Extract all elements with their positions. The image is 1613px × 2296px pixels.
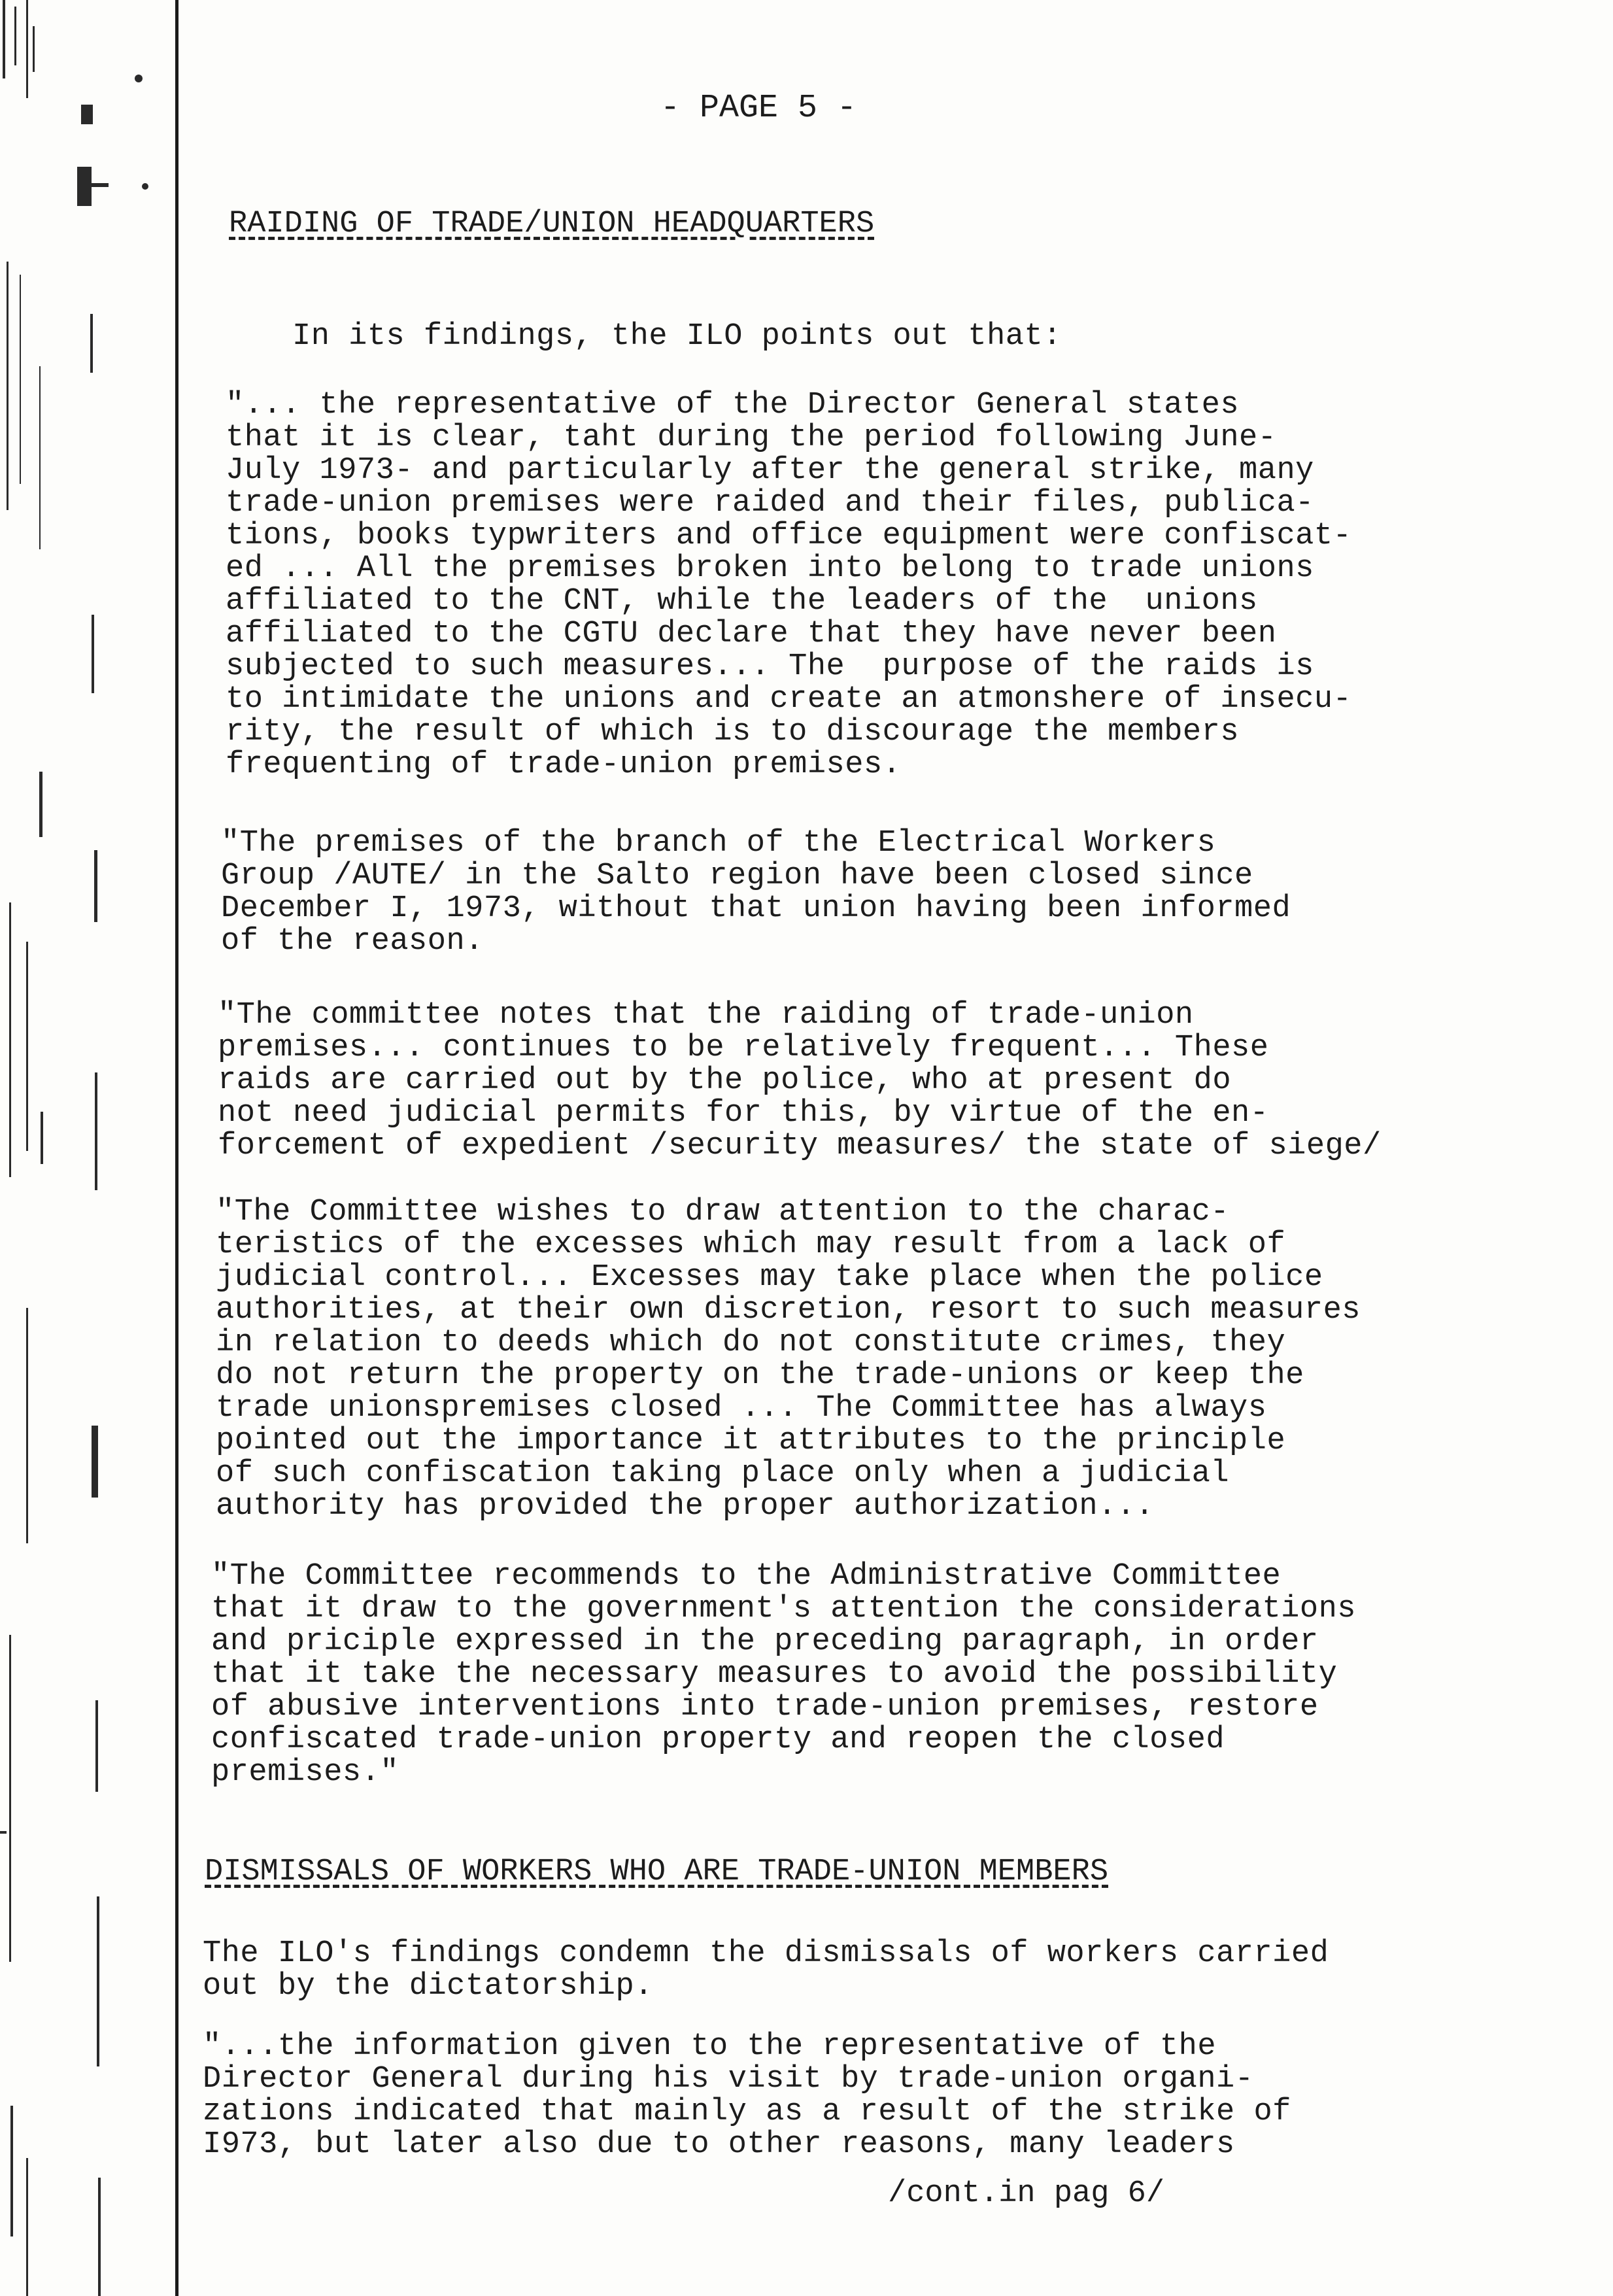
binding-rule xyxy=(175,0,178,2296)
page-number: - PAGE 5 - xyxy=(660,90,857,127)
quote-electrical-workers: "The premises of the branch of the Electrical Workers Group /AUTE/ in the Salto region have been closed since December I, 1973, without that union having been informed of the reason. xyxy=(221,826,1291,959)
quote-information-given: "...the information given to the representative of the Director General during his visit by trade-union organi- zations indicated that mainly as a result of the strike of I973, but later also due to other reasons, many leaders xyxy=(203,2029,1291,2162)
quote-committee-excesses: "The Committee wishes to draw attention to the charac- teristics of the excesses which may result from a lack of judicial control... Excesses may take place when the police authorities, at their own discretion, resort to such measures in relation to deeds which do not constitute crimes, they do not return the property on the trade-unions or keep the trade unionspremises closed ... The Committee has always pointed out the importance it attributes to the principle of such confiscation taking place only when a judicial authority has provided the proper authorization... xyxy=(216,1195,1361,1524)
continuation-note: /cont.in pag 6/ xyxy=(888,2176,1165,2211)
section-heading-raiding: RAIDING OF TRADE/UNION HEADQUARTERS xyxy=(229,207,875,241)
quote-committee-raiding: "The committee notes that the raiding of trade-union premises... continues to be relatively frequent... These raids are carried out by the police, who at present do not need judicial permits for this, by virtue of the en- forcement of expedient /security measures/ the state of siege/ xyxy=(218,998,1382,1163)
scan-margin-artifacts xyxy=(0,0,170,2296)
quote-director-general: "... the representative of the Director General states that it is clear, taht during the period following June- July 1973- and particularly after the general strike, many trade-union premises were raided and their files, publica- tions, books typwriters and office equipment were confiscat- ed ... All the premises broken into belong to trade unions affiliated to the CNT, while the leaders of the unions affiliated to the CGTU declare that they have never been subjected to such measures... The purpose of the raids is to intimidate the unions and create an atmonshere of insecu- rity, the result of which is to discourage the members frequenting of trade-union premises. xyxy=(226,388,1352,782)
dismissals-intro: The ILO's findings condemn the dismissals of workers carried out by the dictatorship. xyxy=(203,1936,1329,2004)
section-heading-dismissals: DISMISSALS OF WORKERS WHO ARE TRADE-UNION MEMBERS xyxy=(205,1855,1109,1889)
quote-committee-recommends: "The Committee recommends to the Administrative Committee that it draw to the government's attention the considerations and priciple expressed in the preceding paragraph, in order that it take the necessary measures to avoid the possibility of abusive interventions into trade-union premises, restore confiscated trade-union property and reopen the closed premises." xyxy=(211,1559,1356,1790)
raiding-intro: In its findings, the ILO points out that: xyxy=(292,319,1062,354)
